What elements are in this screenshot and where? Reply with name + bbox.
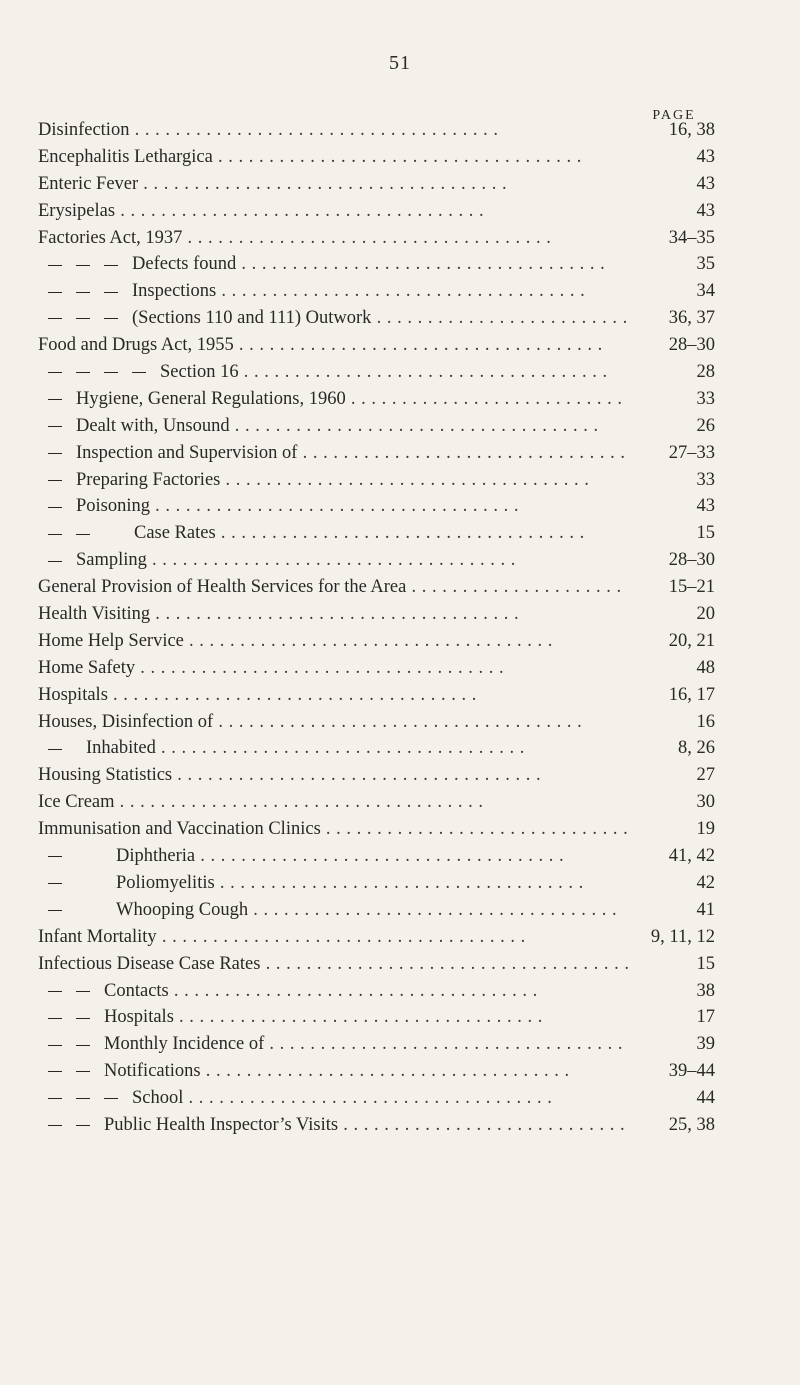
index-entry bbox=[0, 332, 800, 359]
index-entry bbox=[0, 413, 800, 440]
index-entry bbox=[0, 225, 800, 252]
index-entry-label bbox=[38, 628, 628, 655]
ditto-dash bbox=[48, 480, 62, 481]
index-entry-label bbox=[48, 278, 628, 305]
ditto-dash bbox=[76, 372, 90, 373]
index-entry-pages: 17 bbox=[696, 1007, 715, 1028]
index-entry-pages: 27 bbox=[696, 765, 715, 786]
ditto-dash bbox=[104, 318, 118, 319]
index-entry bbox=[0, 1112, 800, 1139]
index-entry-text: Poliomyelitis bbox=[116, 872, 215, 893]
index-entry-text: Sampling bbox=[76, 550, 147, 571]
index-entry-pages: 25, 38 bbox=[668, 1114, 715, 1135]
index-entry-label bbox=[38, 951, 628, 978]
ditto-dash bbox=[48, 292, 62, 293]
index-entry-text: Inhabited bbox=[86, 738, 156, 759]
ditto-dash bbox=[132, 372, 146, 373]
index-entry-label bbox=[48, 1031, 628, 1058]
index-entry-text: Home Safety bbox=[38, 657, 136, 678]
index-entry-label bbox=[38, 171, 628, 198]
index-entry-pages: 27–33 bbox=[668, 442, 715, 463]
index-entry-pages: 20 bbox=[696, 604, 715, 625]
index-entry bbox=[0, 574, 800, 601]
index-entry-pages: 15 bbox=[696, 953, 715, 974]
index-entry-pages: 43 bbox=[696, 496, 715, 517]
index-entry-text: Ice Cream bbox=[38, 792, 115, 813]
index-entry-text: Health Visiting bbox=[38, 604, 151, 625]
index-entry-label bbox=[48, 1112, 628, 1139]
index-entry-text: Enteric Fever bbox=[38, 173, 139, 194]
index-entry-label bbox=[38, 117, 628, 144]
ditto-dash bbox=[76, 1098, 90, 1099]
index-entry-label bbox=[48, 547, 628, 574]
index-entry-text: Erysipelas bbox=[38, 200, 116, 221]
index-entry bbox=[0, 951, 800, 978]
index-entry bbox=[0, 709, 800, 736]
ditto-dash bbox=[76, 318, 90, 319]
index-entry-text: Infectious Disease Case Rates bbox=[38, 953, 261, 974]
index-entry bbox=[0, 198, 800, 225]
index-entry-text: Factories Act, 1937 bbox=[38, 227, 183, 248]
ditto-dash bbox=[104, 292, 118, 293]
ditto-dash bbox=[48, 1098, 62, 1099]
index-entry-pages: 16, 17 bbox=[668, 684, 715, 705]
ditto-dash bbox=[76, 1125, 90, 1126]
index-entry-pages: 33 bbox=[696, 469, 715, 490]
index-entry-text: Infant Mortality bbox=[38, 926, 157, 947]
index-entry-label bbox=[38, 924, 628, 951]
index-entry-text: Inspection and Supervision of bbox=[76, 442, 298, 463]
index-entry-label bbox=[48, 735, 628, 762]
index-entry-pages: 36, 37 bbox=[668, 308, 715, 329]
index-entry-label bbox=[48, 1058, 628, 1085]
index-entry-text: Case Rates bbox=[134, 523, 216, 544]
index-entry-text: Monthly Incidence of bbox=[104, 1034, 265, 1055]
index-entry-pages: 41 bbox=[696, 899, 715, 920]
index-entry bbox=[0, 843, 800, 870]
ditto-dash bbox=[48, 1045, 62, 1046]
index-entry-label bbox=[48, 520, 628, 547]
index-entry bbox=[0, 117, 800, 144]
index-entry-text: Public Health Inspector’s Visits bbox=[104, 1114, 339, 1135]
index-entry-text: Hygiene, General Regulations, 1960 bbox=[76, 388, 346, 409]
index-entry-pages: 15–21 bbox=[668, 577, 715, 598]
ditto-dash bbox=[48, 318, 62, 319]
index-entry bbox=[0, 278, 800, 305]
index-entry bbox=[0, 655, 800, 682]
ditto-dash bbox=[76, 1018, 90, 1019]
index-entry bbox=[0, 144, 800, 171]
index-entry bbox=[0, 305, 800, 332]
index-entry-label bbox=[48, 413, 628, 440]
ditto-dash bbox=[48, 399, 62, 400]
index-entry-text: School bbox=[132, 1088, 184, 1109]
index-entry bbox=[0, 386, 800, 413]
index-entry bbox=[0, 897, 800, 924]
ditto-dash bbox=[76, 292, 90, 293]
index-entry-pages: 39 bbox=[696, 1034, 715, 1055]
index-entry-pages: 19 bbox=[696, 819, 715, 840]
index-entry-label bbox=[48, 440, 628, 467]
index-list bbox=[0, 117, 800, 1139]
index-entry-text: Preparing Factories bbox=[76, 469, 221, 490]
index-entry bbox=[0, 978, 800, 1005]
ditto-dash bbox=[48, 1071, 62, 1072]
index-entry-pages: 8, 26 bbox=[678, 738, 715, 759]
page-column-header: PAGE bbox=[652, 108, 696, 123]
index-entry-text: General Provision of Health Services for the Area bbox=[38, 577, 407, 598]
ditto-dash bbox=[48, 883, 62, 884]
page-number: 51 bbox=[389, 52, 411, 74]
index-entry-label bbox=[48, 1004, 628, 1031]
ditto-dash bbox=[48, 1125, 62, 1126]
index-entry-label bbox=[48, 493, 628, 520]
index-entry-pages: 38 bbox=[696, 980, 715, 1001]
index-entry bbox=[0, 924, 800, 951]
index-entry-pages: 20, 21 bbox=[668, 630, 715, 651]
index-entry-pages: 26 bbox=[696, 415, 715, 436]
index-entry-text: Home Help Service bbox=[38, 630, 184, 651]
index-entry-label bbox=[48, 1085, 628, 1112]
index-entry-pages: 28 bbox=[696, 362, 715, 383]
index-entry-label bbox=[38, 225, 628, 252]
index-entry-text: Hospitals bbox=[104, 1007, 174, 1028]
index-entry bbox=[0, 440, 800, 467]
ditto-dash bbox=[48, 453, 62, 454]
index-entry-pages: 39–44 bbox=[668, 1061, 715, 1082]
index-entry bbox=[0, 520, 800, 547]
index-entry-label bbox=[48, 305, 628, 332]
index-entry-label bbox=[38, 816, 628, 843]
index-entry-text: Notifications bbox=[104, 1061, 201, 1082]
ditto-dash bbox=[48, 426, 62, 427]
index-entry-pages: 35 bbox=[696, 254, 715, 275]
ditto-dash bbox=[76, 1045, 90, 1046]
index-entry-label bbox=[38, 655, 628, 682]
index-entry-text: Food and Drugs Act, 1955 bbox=[38, 335, 234, 356]
index-entry-text: Defects found bbox=[132, 254, 237, 275]
index-entry-label bbox=[38, 332, 628, 359]
index-entry-label bbox=[48, 978, 628, 1005]
index-entry bbox=[0, 1004, 800, 1031]
index-entry bbox=[0, 601, 800, 628]
index-entry-pages: 48 bbox=[696, 657, 715, 678]
index-entry-pages: 28–30 bbox=[668, 335, 715, 356]
index-entry bbox=[0, 547, 800, 574]
index-entry-text: Immunisation and Vaccination Clinics bbox=[38, 819, 321, 840]
ditto-dash bbox=[48, 561, 62, 562]
index-entry-label bbox=[48, 359, 628, 386]
index-entry bbox=[0, 789, 800, 816]
index-entry-pages: 30 bbox=[696, 792, 715, 813]
index-entry bbox=[0, 1058, 800, 1085]
index-entry-pages: 43 bbox=[696, 146, 715, 167]
ditto-dash bbox=[48, 265, 62, 266]
ditto-dash bbox=[48, 991, 62, 992]
ditto-dash bbox=[48, 749, 62, 750]
index-entry-label bbox=[48, 843, 628, 870]
index-entry-text: Diphtheria bbox=[116, 846, 196, 867]
index-entry-label bbox=[38, 789, 628, 816]
index-entry-pages: 16 bbox=[696, 711, 715, 732]
ditto-dash bbox=[104, 1098, 118, 1099]
index-entry-text: Poisoning bbox=[76, 496, 151, 517]
index-entry bbox=[0, 467, 800, 494]
index-entry-label bbox=[48, 386, 628, 413]
index-entry-text: Housing Statistics bbox=[38, 765, 173, 786]
index-entry bbox=[0, 1085, 800, 1112]
index-entry-pages: 34 bbox=[696, 281, 715, 302]
ditto-dash bbox=[48, 856, 62, 857]
index-entry bbox=[0, 171, 800, 198]
index-entry-label bbox=[48, 467, 628, 494]
index-entry-label bbox=[38, 601, 628, 628]
index-entry bbox=[0, 359, 800, 386]
index-entry-pages: 43 bbox=[696, 200, 715, 221]
index-entry-pages: 16, 38 bbox=[668, 120, 715, 140]
ditto-dash bbox=[76, 1071, 90, 1072]
index-entry-text: Hospitals bbox=[38, 684, 108, 705]
index-entry-label bbox=[38, 709, 628, 736]
index-entry-text: Houses, Disinfection of bbox=[38, 711, 214, 732]
index-entry bbox=[0, 682, 800, 709]
index-entry bbox=[0, 628, 800, 655]
index-entry-pages: 28–30 bbox=[668, 550, 715, 571]
index-entry-pages: 41, 42 bbox=[668, 846, 715, 867]
index-entry-pages: 15 bbox=[696, 523, 715, 544]
ditto-dash bbox=[48, 910, 62, 911]
index-entry bbox=[0, 735, 800, 762]
index-entry-label bbox=[38, 144, 628, 171]
index-entry-label bbox=[38, 198, 628, 225]
index-entry-label bbox=[38, 762, 628, 789]
ditto-dash bbox=[104, 265, 118, 266]
index-entry-text: Whooping Cough bbox=[116, 899, 249, 920]
ditto-dash bbox=[104, 372, 118, 373]
index-entry-text: Dealt with, Unsound bbox=[76, 415, 230, 436]
index-entry-label bbox=[48, 897, 628, 924]
ditto-dash bbox=[76, 265, 90, 266]
index-entry-label bbox=[38, 574, 628, 601]
index-entry-text: Disinfection bbox=[38, 120, 130, 140]
index-entry-text: (Sections 110 and 111) Outwork bbox=[132, 308, 372, 329]
ditto-dash bbox=[76, 991, 90, 992]
ditto-dash bbox=[76, 534, 90, 535]
index-entry-pages: 42 bbox=[696, 872, 715, 893]
index-entry-pages: 33 bbox=[696, 388, 715, 409]
index-entry-pages: 43 bbox=[696, 173, 715, 194]
index-entry-text: Encephalitis Lethargica bbox=[38, 146, 213, 167]
index-entry-pages: 34–35 bbox=[668, 227, 715, 248]
ditto-dash bbox=[48, 1018, 62, 1019]
index-entry bbox=[0, 1031, 800, 1058]
index-entry-text: Section 16 bbox=[160, 362, 239, 383]
index-entry bbox=[0, 493, 800, 520]
index-entry bbox=[0, 762, 800, 789]
index-entry bbox=[0, 816, 800, 843]
index-entry-text: Contacts bbox=[104, 980, 169, 1001]
index-entry-label bbox=[38, 682, 628, 709]
ditto-dash bbox=[48, 534, 62, 535]
ditto-dash bbox=[48, 507, 62, 508]
index-entry-pages: 44 bbox=[696, 1088, 715, 1109]
index-entry-pages: 9, 11, 12 bbox=[650, 926, 715, 947]
index-entry bbox=[0, 251, 800, 278]
ditto-dash bbox=[48, 372, 62, 373]
index-entry-text: Inspections bbox=[132, 281, 217, 302]
index-entry bbox=[0, 870, 800, 897]
index-entry-label bbox=[48, 251, 628, 278]
index-entry-label bbox=[48, 870, 628, 897]
